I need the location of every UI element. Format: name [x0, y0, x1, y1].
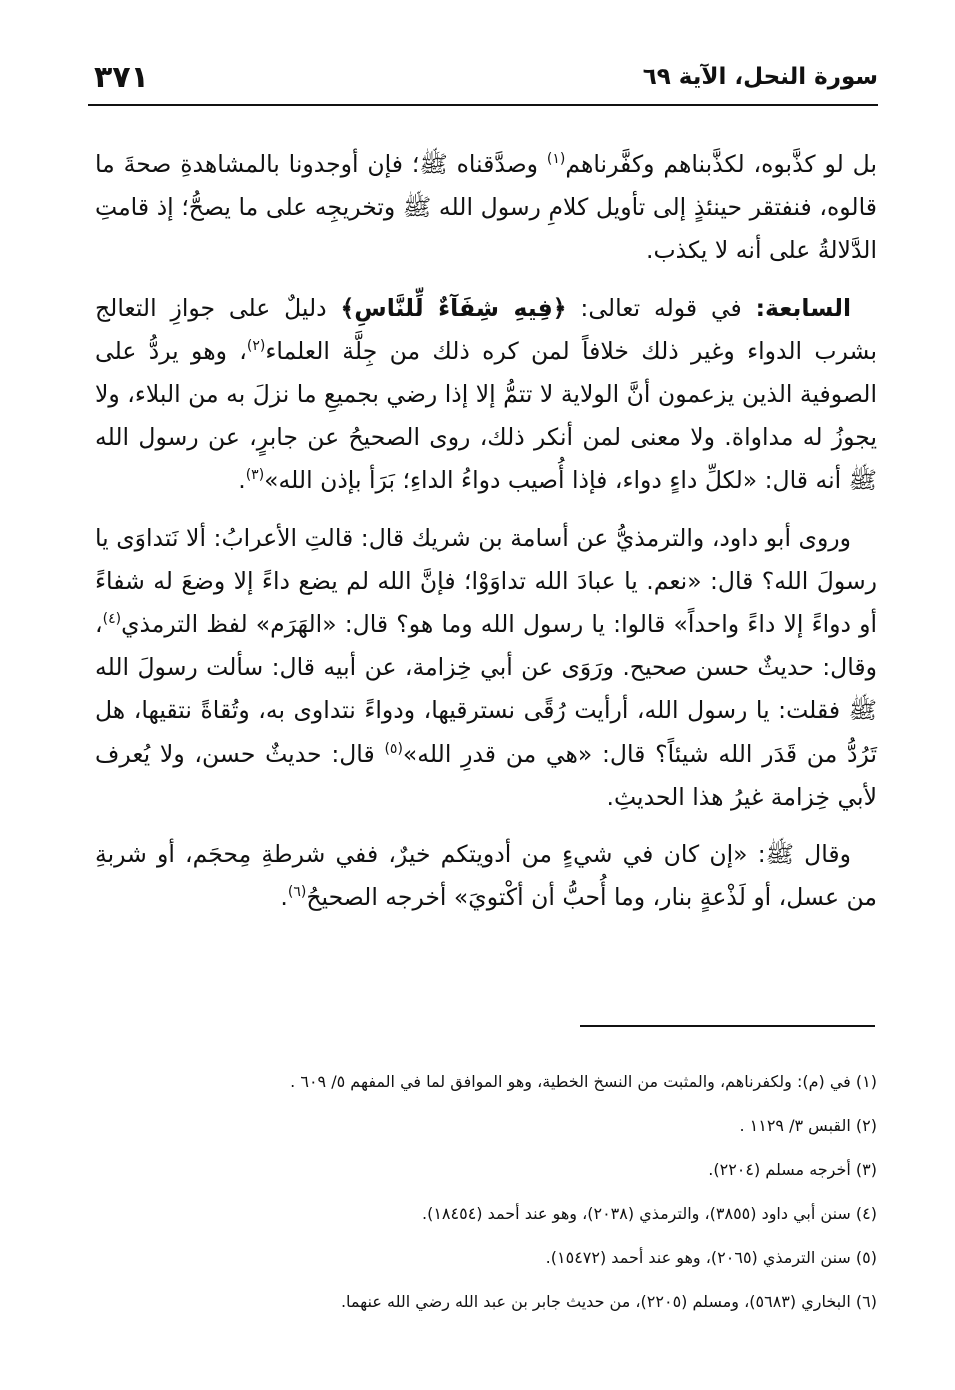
footnote-reference: (١) [546, 151, 566, 168]
text-run: دليلٌ على جوازِ التعالج بشرب الدواء وغير ذلك خلافاً لمن كره ذلك من جِلَّة العلماء [95, 293, 877, 365]
footnote-4: (٤) سنن أبي داود (٣٨٥٥)، والترمذي (٢٠٣٨)، وهو عند أحمد (١٨٤٥٤). [422, 1204, 877, 1223]
paragraph-2 [95, 287, 877, 503]
text-run: ، وهو يردُّ على الصوفية الذين يزعمون أنَّ الولاية لا تتمُّ إلا إذا رضي بجميعِ ما نزلَ به من البلاء، ولا يجوزُ له مداواة. ولا معنى لمن أنكر ذلك، روى الصحيحُ عن جابرٍ، عن رسول الله ﷺ أنه قال: «لكلِّ داءٍ دواء، فإذا أُصيب دواءُ الداءِ؛ بَرَأ بإذن الله» [95, 336, 877, 495]
quran-verse: ﴿فِيهِ شِفَآءٌ لِّلنَّاسِ﴾ [340, 293, 567, 322]
text-run: قال: حديثٌ حسن، ولا يُعرف لأبي خِزامة غيرُ هذا الحديثِ. [95, 739, 877, 811]
footnote-2: (٢) القبس ٣/ ١١٢٩ . [739, 1116, 877, 1135]
main-text [95, 143, 877, 933]
footnote-reference: (٤) [102, 611, 122, 628]
footnote-1: (١) في (م): ولكفرناهم، والمثبت من النسخ الخطية، وهو الموافق لما في المفهم ٥/ ٦٠٩ . [290, 1072, 877, 1091]
text-run: ، وقال: حديثٌ حسن صحيح. ورَوَى عن أبي خِزامة، عن أبيه قال: سألت رسولَ الله ﷺ فقلت: يا رسول الله، أرأيت رُقًى نسترقيها، ودواءً نتداوى به، وتُقاةً نتقيها، هل تَرُدُّ من قَدَر الله شيئاً؟ قال: «هي من قدرِ الله» [95, 610, 877, 768]
footnote-reference: (٥) [384, 740, 403, 757]
text-run: . [238, 466, 246, 495]
footnote-reference: (٦) [287, 884, 307, 901]
footnote-5: (٥) سنن الترمذي (٢٠٦٥)، وهو عند أحمد (١٥٤٧٢). [545, 1248, 877, 1267]
page-header [88, 58, 878, 104]
footnote-reference: (٢) [246, 337, 266, 354]
text-run: في قوله تعالى: [566, 293, 756, 322]
header-divider [88, 104, 878, 106]
paragraph-1 [95, 143, 877, 273]
text-run: وصدَّقناه ﷺ؛ فإن أوجدونا بالمشاهدةِ صحةَ ما قالوه، فنفتقر حينئذٍ إلى تأويل كلامِ رسول الله ﷺ وتخريجِه على ما يصحُّ؛ إذ قامتِ الدَّلالةُ على أنه لا يكذب. [95, 150, 877, 265]
section-term: السابعة: [755, 293, 851, 322]
paragraph-4 [95, 833, 877, 919]
footnotes [237, 1060, 877, 1324]
footnote-3: (٣) أخرجه مسلم (٢٢٠٤). [708, 1160, 877, 1179]
footnote-divider [580, 1025, 875, 1027]
text-run: . [280, 883, 288, 912]
running-title: سورة النحل، الآية ٦٩ [642, 64, 878, 90]
footnote-reference: (٣) [245, 467, 265, 484]
page-number: ٣٧١ [94, 60, 149, 95]
text-run: بل لو كذَّبوه، لكذَّبناهم وكفَّرناهم [565, 150, 877, 178]
text-run: وقال ﷺ: «إن كان في شيءٍ من أدويتكم خيرٌ، ففي شرطةِ مِحجَم، أو شربةِ من عسل، أو لَذْعةٍ بنار، وما أُحبُّ أن أكْتويَ» أخرجه الصحيحُ [95, 840, 877, 912]
paragraph-3 [95, 517, 877, 819]
footnote-6: (٦) البخاري (٥٦٨٣)، ومسلم (٢٢٠٥)، من حديث جابر بن عبد الله رضي الله عنهما. [340, 1292, 877, 1311]
text-run: وروى أبو داود، والترمذيُّ عن أسامة بن شريك قال: قالتِ الأعرابُ: ألا نَتداوَى يا رسولَ الله؟ قال: «نعم. يا عبادَ الله تداوَوْا؛ فإنَّ الله لم يضع داءً إلا وضعَ له شفاءً أو دواءً إلا داءً واحداً» قالوا: يا رسول الله وما هو؟ قال: «الهَرَم» لفظ الترمذي [95, 523, 877, 639]
